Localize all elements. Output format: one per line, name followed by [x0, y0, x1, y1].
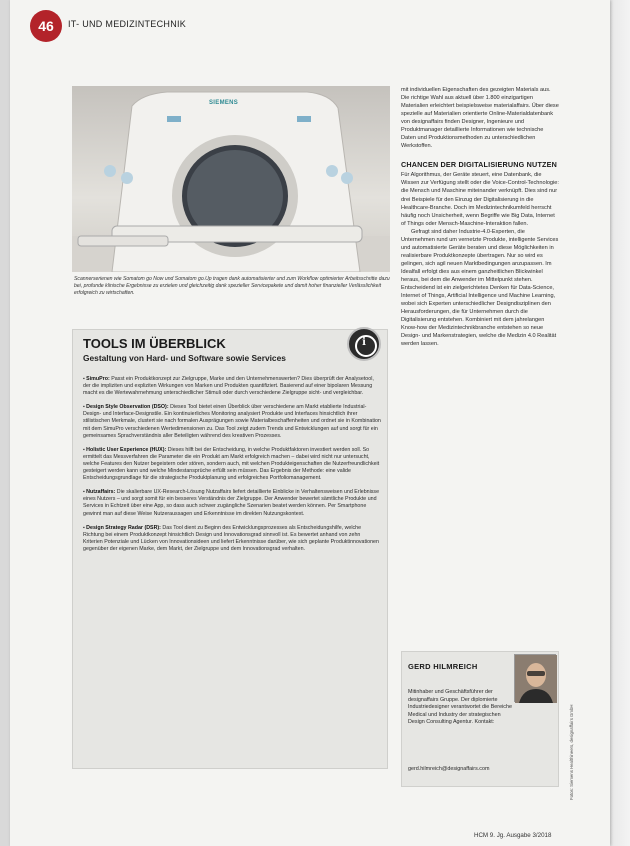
tool-item — [83, 404, 381, 439]
photo-credit: Fotos: Siemens Healthineers, designaffairs GmbH — [569, 704, 574, 800]
page-number: 46 — [30, 10, 62, 42]
tools-list — [83, 376, 381, 560]
info-icon — [347, 327, 381, 361]
box-subtitle: Gestaltung von Hard- und Software sowie Services — [83, 353, 286, 363]
author-box — [401, 651, 559, 787]
section-rubric: IT- UND MEDIZINTECHNIK — [68, 19, 187, 29]
article-column — [401, 86, 559, 348]
article-paragraph: Gefragt sind daher Industrie-4.0-Experten, die Unternehmen rund um vernetzte Produkte, intelligente Services und automatisierte Geräte beraten und diese Möglichkeiten in realisierbare Produktkonzepte übertragen. Nur so wird es gelingen, sich agil neuen Marktbedingungen anzupassen. Im Idealfall erfolgt dies aus einem ganzheitlichen Blickwinkel heraus, bei dem die Anwender im Mittelpunkt stehen. Entscheidend ist ein zielgerichtetes Denken für Data-Science, Internet of Things, Artificial Intelligence und Machine Learning, wobei sich Experten unterschiedlicher Designdisziplinen den Herausforderungen, die für Unternehmen durch die Digitalisierung entstehen. Kombiniert mit dem jahrelangen Know-how der Medizintechnikbranche entstehen so neue Design- und Markenstrategien, welche die Medizin 4.0 Realität werden lassen. — [401, 228, 559, 348]
tool-text: Dieses hilft bei der Entscheidung, in welche Produktfaktoren investiert werden soll. So ermittelt das Messverfahren die Parameter die ein Produkt am Markt erfolgreich machen – dabei wird nicht nur untersucht, welche Features den Nutzer begeistern oder stören, sondern auch, mit welchen Produkteigenschaften die Nutzerfreundlichkeit gesteigert werden kann und welche Mindestansprüche erfüllt sein müssen. Das Ergebnis der Methode: eine valide Entscheidungsgrundlage für die strategische Produktplanung und erfolgreiches Portfoliomanagement. — [83, 446, 380, 482]
tool-item — [83, 447, 381, 482]
section-heading: CHANCEN DER DIGITALISIERUNG NUTZEN — [401, 160, 558, 170]
author-bio: Mitinhaber und Geschäftsführer der designaffairs Gruppe. Der diplomierte Industriedesigner verantwortet die Bereiche Medical und Industry der strategischen Design Consulting Agentur. Kontakt: — [408, 689, 512, 726]
tool-item — [83, 376, 381, 397]
tool-text: Die skalierbare UX-Research-Lösung Nutzaffairs liefert detaillierte Einblicke in Verhaltensweisen und Erlebnisse eines Nutzers – und sorgt somit für ein besseres Verständnis der Zielgruppe. Der Anwender bewertet sämtliche Produkte und Services in Echtzeit über eine App, so dass auch schwer zugängliche Szenarien beatet werden können. Per Smartphone gewinnt man auf diese Weise Nutzeraussagen und Erkenntnisse im direkten Nutzungskontext. — [83, 489, 380, 517]
tool-name: Design Strategy Radar (DSR): — [86, 524, 161, 531]
author-name: GERD HILMREICH — [408, 662, 478, 671]
tool-text: Das Tool dient zu Beginn des Entwicklungsprozesses als Entscheidungshilfe, welche Richtung bei einem Produktkonzept hinsichtlich Design und Innovationsgrad sinnvoll ist. Es bewertet anhand von zehn Kriterien Potenziale und Lücken von Innovationsideen und liefert Erkenntnisse darüber, wie sich geplante Produktinnovationen gegenüber der eigenen Marke, dem Markt, der Zielgruppe und dem Innovationsgrad verhalten. — [83, 524, 379, 552]
mri-scanner-illustration — [72, 86, 390, 272]
tool-name: Design Style Observation (DSO): — [86, 404, 169, 411]
tool-name: SimuPro: — [86, 376, 110, 382]
author-photo — [514, 654, 556, 702]
tool-name: Holistic User Experience (HUX): — [86, 446, 167, 453]
tool-name: Nutzaffairs: — [86, 489, 116, 496]
box-title: TOOLS IM ÜBERBLICK — [83, 336, 226, 351]
photo-caption: Scannerserienen wie Somatom go Now und Somatom go.Up tragen dank automatisierter und zum Workflow optimierter Arbeitsschritte dazu bei, profunde klinische Ergebnisse zu erzielen und gleichzeitig dank spezieller Servicepakete und damit hoher finanzieller Verlässlichkeit erfolgreich zu wirtschaften. — [74, 276, 390, 297]
article-intro: mit individuellen Eigenschaften des gezeigten Materials aus. Die richtige Wahl aus aktuell über 1.800 einzigartigen Materialien erleichtert beispielsweise materialaffairs. Über diese spezielle auf Materialien orientierte Online-Materialdatenbank von designaffairs finden Designer, Ingenieure und Produktmanager detaillierte Informationen wie technische Daten und Produktionsmethoden zu unterschiedlichen Werkstoffen. — [401, 87, 559, 150]
author-email: gerd.hilmreich@designaffairs.com — [408, 766, 490, 772]
tool-text: Passt ein Produktkonzept zur Zielgruppe, Marke und den Unternehmenswerten? Dies überprüft der Analysetool, der die impliziten und expliziten Wirkungen von Marken und Produkten quantifiziert. Basierend auf einer bipolaren Messung macht es die Wertewahrnehmung unterschiedlicher Stimuli oder durch verschiedene Zielgruppe sicht- und vergleichbar. — [83, 376, 374, 397]
tools-overview-box — [72, 329, 388, 769]
mri-scanner-photo — [72, 86, 390, 272]
scanner-brand-label: SIEMENS — [209, 100, 239, 106]
info-icon-glyph: i — [362, 337, 366, 348]
tool-item — [83, 525, 381, 553]
tool-item — [83, 489, 381, 517]
tool-text: Dieses Tool bietet einen Überblick über verschiedene am Markt etablierte Industrial-Design- und Interface-Designstile. Ein kontinuierliches Monitoring analysiert Produkte und Interfaces hinsichtlich ihrer stilistischen Merkmale, clustert sie nach formalen Ausprägungen sowie Materialbeschaffenheiten und ordnet sie in Kombination mit dem SimuPro verschiedenen Wertedimensionen zu. Das Tool zeigt zudem Trends und Entwicklungen auf und sorgt für ein gemeinsames Sprachverständnis aller Beteiligten während des kreativen Prozesses. — [83, 404, 381, 439]
page-footer: HCM 9. Jg. Ausgabe 3/2018 — [474, 832, 552, 839]
author-portrait-icon — [515, 655, 557, 703]
article-paragraph: Für Algorithmus, der Geräte steuert, eine Datenbank, die Wissen zur Verfügung stellt oder die Voice-Control-Technologie: die Mensch und Maschine miteinander verknüpft. Dies sind nur drei Beispiele für den Einzug der Digitalisierung in die Healthcare-Branche. Doch im Medizintechnikumfeld herrscht häufig noch Unsicherheit, wenn Begriffe wie Big Data, Internet of Things oder Mensch-Maschine-Interaktion fallen. — [401, 172, 559, 227]
